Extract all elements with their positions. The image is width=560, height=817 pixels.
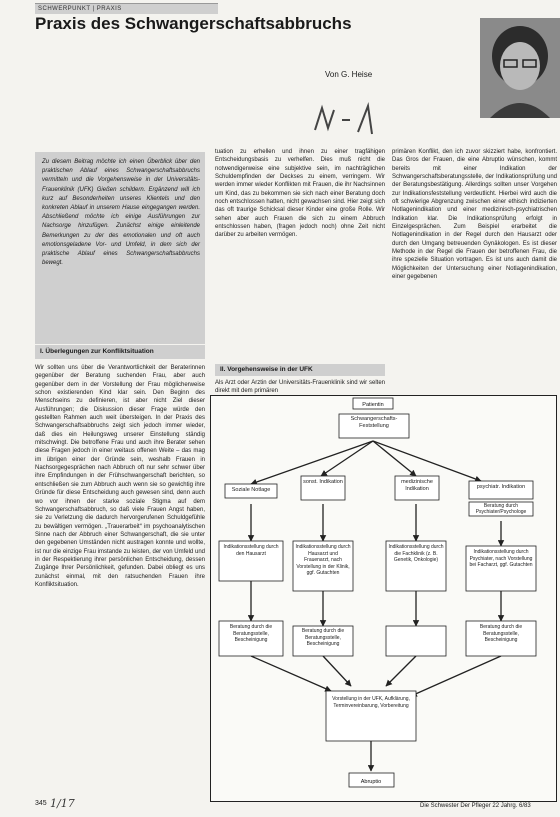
article-title: Praxis des Schwangerschaftsabbruchs	[35, 14, 352, 33]
column-2-text: tuation zu erhellen und ihnen zu einer tragfähigen Entscheidungsbasis zu verhelfen. Dies muß nicht die notwendigerweise eine subjektive sein, im nachträglichen Schuldempfinden der Deckses zu einem, verringern. Wir werden immer wieder Konflikten mit Frauen, die ihr Nachsinnen um Kind, das zu bekommen sie sich nach einer Beratung doch noch entschlossen hatten, nicht gewachsen sind. Hier zeigt sich das oft traurige Schicksal dieser Kinder eine große Rolle. Wir sehen aber auch Frauen die sich zu einem Abbruch entschlossen haben, (fragen jedoch noch) ohne Zeit nicht darüber zu arbeiten vermögen.	[215, 149, 385, 239]
flow-level3-4: Indikationsstellung durch Psychiater, nach Vorstellung bei Facharzt, ggf. Gutachten	[469, 549, 533, 568]
intro-box: Zu diesem Beitrag möchte ich einen Überblick über den praktischen Ablauf eines Schwangerschaftsabbruchs vermitteln und die Vorgehensweise in der Universitäts-Frauenklinik (UFK) Gießen schildern. Ergänzend will ich kurz auf Besonderheiten unseres Klientels und den konkreten Ablauf in unserem Hause eingegangen werden. Abschließend möchte ich einige Ausführungen zur Nachsorge hinzufügen. Zunächst einige einleitende Bemerkungen zu der des emotionalen und oft auch emotionsgeladene Vor- und Umfeld, in dem sich der praktische Ablauf eines Schwangerschaftsabbruchs bewegt.	[35, 152, 205, 344]
flow-center: Schwangerschafts-Feststellung	[350, 416, 398, 429]
flow-level3-1: Indikationsstellung durch den Hausarzt	[223, 544, 279, 557]
flow-end: Abruptio	[360, 779, 382, 785]
journal-footer: Die Schwester Der Pfleger 22 Jahrg. 6/83	[420, 803, 531, 809]
flow-branch-2: sonst. Indikation	[303, 479, 343, 485]
flowchart	[210, 395, 557, 802]
author-photo	[480, 18, 560, 118]
author-byline: Von G. Heise	[325, 70, 373, 79]
flow-convergence: Vorstellung in der UFK, Aufklärung, Terminvereinbarung, Vorbereitung	[332, 696, 410, 709]
flow-level4-1: Beratung durch die Beratungsstelle, Bescheinigung	[229, 624, 273, 643]
section-kicker: SCHWERPUNKT | PRAXIS	[35, 3, 218, 14]
column-3-text: primären Konflikt, den ich zuvor skizziert habe, konfrontiert. Das Gros der Frauen, die eine Abruptio wünschen, kommt bereits mit einer Indikation der Schwangerschaftsberatungsstelle, der Indikationsprüfung und der Beratungsbestätigung. Allerdings sollten unser Vorgehen zur Indikationsfeststellung verdeutlicht. Hierbei wird auch die oft schwierige Abgrenzung zwischen einer ethisch indizierten Notlagenindikation und einer medizinisch-psychiatrischen Indikation klar. Die Indikationsprüfung erfolgt in Einzelgesprächen. Zum Beispiel erarbeitet die Notlagenindikation in der Regel durch den Hausarzt oder durch den Umgang betreuenden Gynäkologen. Es ist dieser Methode in der Regel die Frauen der betroffenen Frau, die ihre spezielle Situation vortragen. Es ist uns auch damit die Möglichkeiten der Untersuchung einer Notlagenindikation, einer gegebenen	[392, 149, 557, 281]
column-1-text: Wir sollten uns über die Verantwortlichkeit der Beraterinnen gegenüber der Beratung suchenden Frau, aber auch gegenüber dem in der Vorstellung der Frau möglicherweise schon existierenden Kind klar sein. Den Beginn des Menschseins zu definieren, ist aber nicht Ziel dieser Ausführungen; die Diskussion dieser Frage würde den gestellten Rahmen auch weit übersteigen. In der Praxis des Schwangerschaftsabbruchs zeigt sich jedoch immer wieder, daß dies ein Heilungsweg unserer Einstellung ständig mitschwingt. Die betroffene Frau und auch ihre Berater sehen diese Fragen jedoch in einer weitaus offenen Weite – das mag im übrigen einer der Gründe sein, weshalb Frauen in Nachsorgegesprächen nach Abbruch oft nur sehr schwer über ihre Empfindungen in der Frühschwangerschaft berichten, so entschließen sie zum Abbruch auch wenn sie so gewichtig ihre Gründe für diese Entscheidung auch gewesen sind, denn auch wo vor ihnen der starke soziale Stigma auf dem Schwangerschaftsabbruch, so daß viele Frauen Angst haben, sie zu Verletzung die dadurch hervorgerufenen Schuldgefühle zu bewältigen vermögen. „Trauerarbeit“ im psychoanalytischen Sinne nach der Abbruch einer Schwangerschaft, die sie unter den gegebenen Umständen nicht austragen konnte und wollte, ist nur die einzige Frau imstande zu leisten, der von Umfeld und in der Respektierung ihrer persönlichen Entscheidung, dessen Zugänge Ihrer Persönlichkeit, gefunden. Dabei obliegt es uns zunächst einmal, mit den ratsuchenden Frauen ihre Konfliktsituation.	[35, 365, 205, 588]
flow-branch-3: medizinische Indikation	[401, 479, 433, 492]
flow-branch-4-extra: Beratung durch Psychiater/Psychologe	[475, 503, 527, 515]
flow-level3-2: Indikationsstellung durch Hausarzt und Frauenarzt, nach Vorstellung in der Klinik, ggf. Gutachten	[295, 544, 351, 576]
flow-level4-2: Beratung durch die Beratungsstelle, Bescheinigung	[301, 628, 345, 647]
flow-branch-1: Soziale Notlage	[231, 487, 271, 493]
flow-root: Patientin	[362, 402, 384, 408]
column-2-text-b: Als Arzt oder Ärztin der Universitäts-Frauenklinik sind wir selten direkt mit dem primären	[215, 380, 385, 395]
flow-level4-3: Beratung durch die Beratungsstelle, Bescheinigung	[479, 624, 523, 643]
flow-branch-4: psychiatr. Indikation	[476, 484, 526, 490]
page-number: 345	[35, 800, 47, 807]
handwritten-page-note: 1/17	[50, 797, 75, 810]
section-heading-1: I. Überlegungen zur Konfliktsituation	[35, 345, 205, 359]
handwritten-signature	[310, 100, 380, 147]
flow-level3-3: Indikationsstellung durch die Fachklinik (z. B. Genetik, Onkologie)	[388, 544, 444, 563]
section-heading-2: II. Vorgehensweise in der UFK	[215, 364, 385, 376]
